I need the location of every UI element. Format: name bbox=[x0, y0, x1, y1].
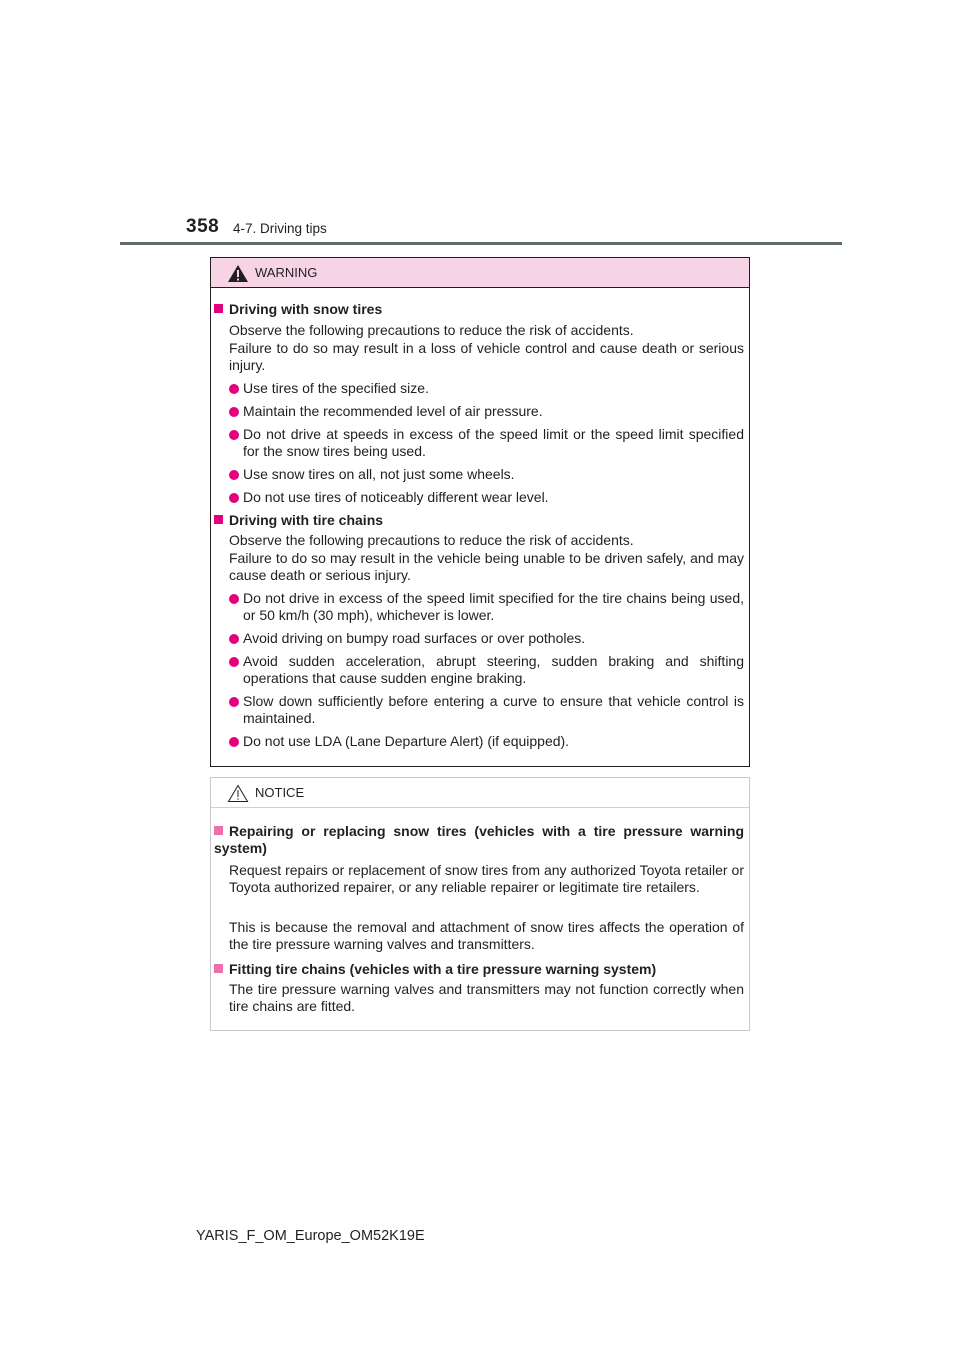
square-bullet-icon bbox=[214, 304, 223, 313]
square-bullet-icon bbox=[214, 826, 223, 835]
repair-para-1: Request repairs or replacement of snow tires from any authorized Toyota retailer or Toyota authorized repairer, or any reliable repairer or legitimate tire retailers. bbox=[229, 862, 744, 895]
notice-header bbox=[211, 778, 749, 808]
square-bullet-icon bbox=[214, 515, 223, 524]
header-rule bbox=[120, 242, 842, 245]
snow-intro-2: Failure to do so may result in a loss of vehicle control and cause death or serious injury. bbox=[229, 340, 744, 373]
snow-intro-1: Observe the following precautions to reduce the risk of accidents. bbox=[229, 322, 634, 338]
list-item: Do not drive in excess of the speed limit specified for the tire chains being used, or 50 km/h (30 mph), whichever is lower. bbox=[229, 590, 744, 624]
list-item: Avoid sudden acceleration, abrupt steering, sudden braking and shifting operations that cause sudden engine braking. bbox=[229, 653, 744, 687]
square-bullet-icon bbox=[214, 964, 223, 973]
round-bullet-icon bbox=[229, 594, 239, 604]
list-item: Do not use tires of noticeably different wear level. bbox=[229, 489, 744, 506]
notice-box bbox=[210, 777, 750, 1031]
tire-chains-heading: Driving with tire chains bbox=[214, 512, 383, 529]
warning-header bbox=[211, 258, 749, 288]
fitting-chains-heading: Fitting tire chains (vehicles with a tire pressure warning system) bbox=[214, 961, 656, 978]
repair-para-2: This is because the removal and attachment of snow tires affects the operation of the tire pressure warning valves and transmitters. bbox=[229, 919, 744, 952]
round-bullet-icon bbox=[229, 384, 239, 394]
round-bullet-icon bbox=[229, 407, 239, 417]
chains-intro-1: Observe the following precautions to reduce the risk of accidents. bbox=[229, 532, 634, 548]
round-bullet-icon bbox=[229, 697, 239, 707]
page-number: 358 bbox=[186, 216, 220, 237]
round-bullet-icon bbox=[229, 470, 239, 480]
list-item: Avoid driving on bumpy road surfaces or over potholes. bbox=[229, 630, 744, 647]
notice-triangle-icon bbox=[227, 784, 249, 803]
round-bullet-icon bbox=[229, 430, 239, 440]
round-bullet-icon bbox=[229, 737, 239, 747]
warning-triangle-icon bbox=[227, 264, 249, 283]
notice-label: NOTICE bbox=[255, 785, 305, 800]
round-bullet-icon bbox=[229, 657, 239, 667]
list-item: Use snow tires on all, not just some wheels. bbox=[229, 466, 744, 483]
list-item: Use tires of the specified size. bbox=[229, 380, 744, 397]
warning-box bbox=[210, 257, 750, 767]
fitting-para-1: The tire pressure warning valves and transmitters may not function correctly when tire chains are fitted. bbox=[229, 981, 744, 1014]
repair-snow-tires-heading: Repairing or replacing snow tires (vehicles with a tire pressure warning system) bbox=[214, 823, 744, 856]
round-bullet-icon bbox=[229, 634, 239, 644]
list-item: Do not drive at speeds in excess of the speed limit or the speed limit specified for the snow tires being used. bbox=[229, 426, 744, 460]
list-item: Slow down sufficiently before entering a curve to ensure that vehicle control is maintained. bbox=[229, 693, 744, 727]
warning-label: WARNING bbox=[255, 265, 318, 280]
list-item: Do not use LDA (Lane Departure Alert) (if equipped). bbox=[229, 733, 744, 750]
list-item: Maintain the recommended level of air pressure. bbox=[229, 403, 744, 420]
snow-tires-heading: Driving with snow tires bbox=[214, 301, 382, 318]
document-id-footer: YARIS_F_OM_Europe_OM52K19E bbox=[196, 1228, 425, 1244]
section-title: 4-7. Driving tips bbox=[233, 221, 327, 236]
chains-intro-2: Failure to do so may result in the vehicle being unable to be driven safely, and may cause death or serious injury. bbox=[229, 550, 744, 583]
round-bullet-icon bbox=[229, 493, 239, 503]
